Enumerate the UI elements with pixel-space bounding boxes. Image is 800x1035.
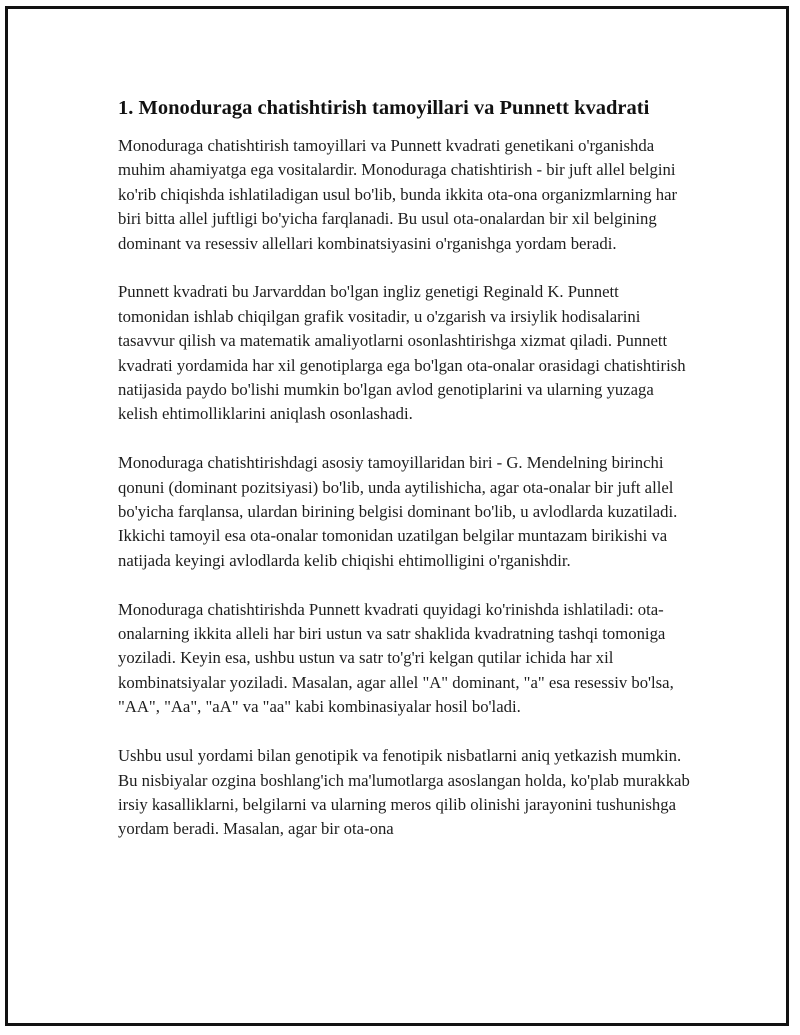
paragraph-punnett-square: Punnett kvadrati bu Jarvarddan bo'lgan ingliz genetigi Reginald K. Punnett tomonidan ishlab chiqilgan grafik vositadir, u o'zgarish va irsiylik hodisalarini tasavvur qilish va matematik amaliyotlarni osonlashtirishga xizmat qiladi. Punnett kvadrati yordamida har xil genotiplarga ega bo'lgan ota-onalar orasidagi chatishtirish natijasida paydo bo'lishi mumkin bo'lgan avlod genotiplarini va ularning yuzaga kelish ehtimolliklarini aniqlash osonlashadi. xyxy=(118,282,686,424)
paragraph-mendel-principles: Monoduraga chatishtirishdagi asosiy tamoyillaridan biri - G. Mendelning birinchi qonuni (dominant pozitsiyasi) bo'lib, unda aytilishicha, agar ota-onalar bir juft allel bo'yicha farqlansa, ulardan birining belgisi dominant bo'lib, u avlodlarda kuzatiladi. Ikkichi tamoyil esa ota-onalar tomonidan uzatilgan belgilar muntazam birikishi va natijada keyingi avlodlarda kelib chiqishi ehtimolligini o'rganishdir. xyxy=(118,453,678,570)
document-body xyxy=(118,96,693,866)
paragraph-ratios: Ushbu usul yordami bilan genotipik va fenotipik nisbatlarni aniq yetkazish mumkin. Bu nisbiyalar ozgina boshlang'ich ma'lumotlarga asoslangan holda, ko'plab murakkab irsiy kasalliklarni, belgilarni va ularning meros qilib olinishi jarayonini tushunishga yordam beradi. Masalan, agar bir ota-ona xyxy=(118,746,690,839)
section-heading: 1. Monoduraga chatishtirish tamoyillari va Punnett kvadrati xyxy=(118,97,650,119)
paragraph-punnett-usage: Monoduraga chatishtirishda Punnett kvadrati quyidagi ko'rinishda ishlatiladi: ota-onalarning ikkita alleli har biri ustun va satr shaklida kvadratning tashqi tomoniga yoziladi. Keyin esa, ushbu ustun va satr to'g'ri kelgan qutilar ichida har xil kombinatsiyalar yoziladi. Masalan, agar allel "A" dominant, "a" esa resessiv bo'lsa, "AA", "Aa", "aA" va "aa" kabi kombinasiyalar hosil bo'ladi. xyxy=(118,599,674,717)
paragraph-monohybrid-intro: Monoduraga chatishtirish tamoyillari va Punnett kvadrati genetikani o'rganishda muhim ahamiyatga ega vositalardir. Monoduraga chatishtirish - bir juft allel belgini ko'rib chiqishda ishlatiladigan usul bo'lib, bunda ikkita ota-ona organizmlarning har biri bitta allel juftligi bo'yicha farqlanadi. Bu usul ota-onalardan bir xil belgining dominant va resessiv allellari kombinatsiyasini o'rganishga yordam beradi. xyxy=(118,136,678,253)
